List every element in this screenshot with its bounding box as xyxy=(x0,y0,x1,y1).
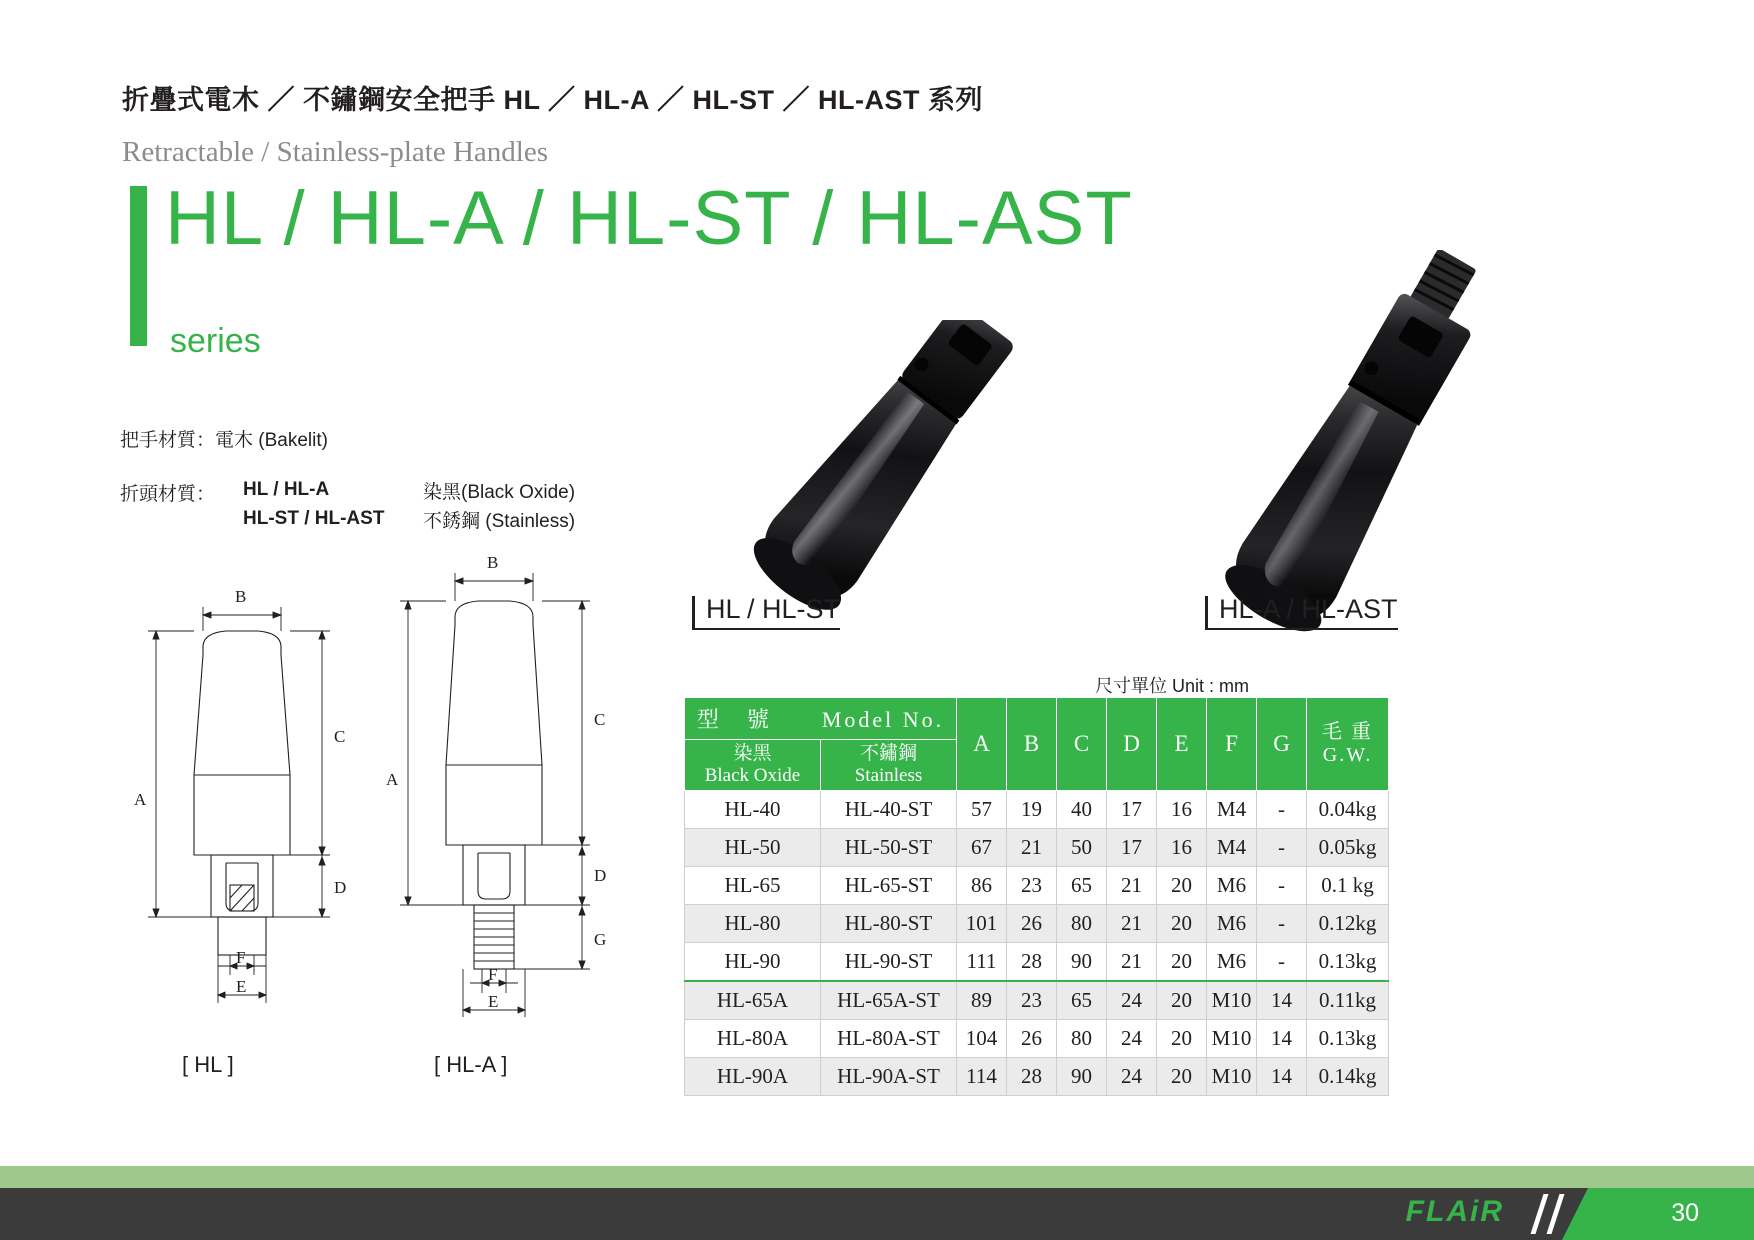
cell-b: 23 xyxy=(1007,981,1057,1020)
cell-d: 21 xyxy=(1107,942,1157,981)
page-title-chinese: 折疊式電木 ／ 不鏽鋼安全把手 HL ／ HL-A ／ HL-ST ／ HL-AST 系列 xyxy=(122,85,983,115)
cell-gw: 0.14kg xyxy=(1307,1057,1389,1095)
cell-b: 19 xyxy=(1007,790,1057,828)
cell-black: HL-80A xyxy=(685,1019,821,1057)
header-black-oxide xyxy=(685,740,821,791)
cell-e: 16 xyxy=(1157,790,1207,828)
cell-a: 57 xyxy=(957,790,1007,828)
cell-a: 67 xyxy=(957,828,1007,866)
cell-stainless: HL-80-ST xyxy=(821,904,957,942)
dim-label-e: E xyxy=(488,992,499,1011)
dim-label-f: F xyxy=(236,948,246,967)
product-photo-hl xyxy=(672,320,1192,685)
table-row xyxy=(685,866,1389,904)
footer-light-band xyxy=(0,1166,1754,1188)
cell-c: 80 xyxy=(1057,1019,1107,1057)
cell-black: HL-80 xyxy=(685,904,821,942)
cell-b: 26 xyxy=(1007,904,1057,942)
cell-f: M6 xyxy=(1207,866,1257,904)
page-number: 30 xyxy=(1671,1199,1699,1227)
cell-g: - xyxy=(1257,790,1307,828)
series-title: HL / HL-A / HL-ST / HL-AST xyxy=(165,176,1133,261)
table-row xyxy=(685,1057,1389,1095)
cell-f: M6 xyxy=(1207,904,1257,942)
header-black-oxide-en: Black Oxide xyxy=(704,764,801,786)
drawing-hl xyxy=(118,585,358,1050)
cell-b: 28 xyxy=(1007,942,1057,981)
table-row xyxy=(685,1019,1389,1057)
cell-g: - xyxy=(1257,866,1307,904)
cell-stainless: HL-90-ST xyxy=(821,942,957,981)
cell-b: 23 xyxy=(1007,866,1057,904)
table-row xyxy=(685,942,1389,981)
page-title-english: Retractable / Stainless-plate Handles xyxy=(122,136,548,168)
photo-label-hl: HL / HL-ST xyxy=(692,594,840,625)
table-row xyxy=(685,790,1389,828)
cell-gw: 0.05kg xyxy=(1307,828,1389,866)
cell-e: 20 xyxy=(1157,942,1207,981)
cell-b: 28 xyxy=(1007,1057,1057,1095)
dim-label-b: B xyxy=(235,587,247,606)
dim-label-a: A xyxy=(134,790,147,809)
cell-stainless: HL-90A-ST xyxy=(821,1057,957,1095)
cell-e: 20 xyxy=(1157,1019,1207,1057)
cell-stainless: HL-50-ST xyxy=(821,828,957,866)
header-col-f: F xyxy=(1207,698,1257,791)
header-model-no: 型 號 Model No. xyxy=(685,698,957,740)
dim-label-g: G xyxy=(594,930,607,949)
drawing-caption-hl-a: [ HL-A ] xyxy=(434,1052,508,1077)
header-gw-cn: 毛 重 xyxy=(1322,720,1373,743)
header-gw-en: G.W. xyxy=(1322,743,1373,766)
cell-a: 89 xyxy=(957,981,1007,1020)
cell-f: M10 xyxy=(1207,1057,1257,1095)
cell-g: 14 xyxy=(1257,981,1307,1020)
cell-c: 80 xyxy=(1057,904,1107,942)
head-material-models-2: HL-ST / HL-AST xyxy=(243,508,385,529)
cell-g: - xyxy=(1257,942,1307,981)
cell-black: HL-90A xyxy=(685,1057,821,1095)
dim-label-f: F xyxy=(488,965,498,984)
cell-g: - xyxy=(1257,904,1307,942)
cell-stainless: HL-80A-ST xyxy=(821,1019,957,1057)
cell-b: 21 xyxy=(1007,828,1057,866)
cell-gw: 0.04kg xyxy=(1307,790,1389,828)
dim-label-c: C xyxy=(594,710,606,729)
header-stainless-cn: 不鏽鋼 xyxy=(859,743,917,764)
header-black-oxide-cn: 染黑 xyxy=(733,743,772,764)
cell-gw: 0.1 kg xyxy=(1307,866,1389,904)
handle-material-note: 把手材質：電木 (Bakelit) xyxy=(120,430,328,451)
drawing-hl-a xyxy=(370,555,620,1050)
cell-b: 26 xyxy=(1007,1019,1057,1057)
spec-table xyxy=(684,697,1389,1096)
series-subtitle: series xyxy=(170,322,261,360)
dim-label-e: E xyxy=(236,977,247,996)
head-material-value-1: 染黑(Black Oxide) xyxy=(423,482,576,503)
cell-black: HL-65 xyxy=(685,866,821,904)
header-stainless xyxy=(821,740,957,791)
cell-f: M6 xyxy=(1207,942,1257,981)
header-col-c: C xyxy=(1057,698,1107,791)
title-accent-bar xyxy=(130,186,147,346)
cell-e: 20 xyxy=(1157,904,1207,942)
cell-black: HL-90 xyxy=(685,942,821,981)
cell-c: 65 xyxy=(1057,866,1107,904)
cell-d: 17 xyxy=(1107,790,1157,828)
header-stainless-en: Stainless xyxy=(854,764,923,786)
dim-label-d: D xyxy=(594,866,607,885)
cell-black: HL-40 xyxy=(685,790,821,828)
dim-label-b: B xyxy=(487,555,499,572)
cell-c: 65 xyxy=(1057,981,1107,1020)
cell-a: 111 xyxy=(957,942,1007,981)
head-material-label: 折頭材質： xyxy=(120,484,216,505)
head-material-value-2: 不銹鋼 (Stainless) xyxy=(423,511,576,532)
cell-a: 101 xyxy=(957,904,1007,942)
header-col-a: A xyxy=(957,698,1007,791)
cell-d: 24 xyxy=(1107,1057,1157,1095)
photo-label-hl-a: HL-A / HL-AST xyxy=(1205,594,1398,625)
cell-f: M10 xyxy=(1207,981,1257,1020)
header-col-g: G xyxy=(1257,698,1307,791)
cell-e: 16 xyxy=(1157,828,1207,866)
cell-g: 14 xyxy=(1257,1057,1307,1095)
cell-g: 14 xyxy=(1257,1019,1307,1057)
spec-table-head xyxy=(685,698,1389,791)
cell-black: HL-50 xyxy=(685,828,821,866)
table-header-row-1 xyxy=(685,698,1389,740)
table-row xyxy=(685,981,1389,1020)
cell-a: 86 xyxy=(957,866,1007,904)
cell-g: - xyxy=(1257,828,1307,866)
cell-stainless: HL-65A-ST xyxy=(821,981,957,1020)
cell-e: 20 xyxy=(1157,1057,1207,1095)
cell-d: 17 xyxy=(1107,828,1157,866)
cell-c: 90 xyxy=(1057,942,1107,981)
spec-table-body xyxy=(685,790,1389,1095)
head-material-models-1: HL / HL-A xyxy=(243,479,330,500)
cell-gw: 0.12kg xyxy=(1307,904,1389,942)
cell-d: 21 xyxy=(1107,866,1157,904)
header-col-b: B xyxy=(1007,698,1057,791)
cell-a: 104 xyxy=(957,1019,1007,1057)
cell-f: M4 xyxy=(1207,828,1257,866)
cell-black: HL-65A xyxy=(685,981,821,1020)
cell-stainless: HL-40-ST xyxy=(821,790,957,828)
cell-e: 20 xyxy=(1157,866,1207,904)
cell-d: 21 xyxy=(1107,904,1157,942)
drawing-caption-hl: [ HL ] xyxy=(182,1052,234,1077)
header-col-d: D xyxy=(1107,698,1157,791)
dim-label-c: C xyxy=(334,727,346,746)
header-col-e: E xyxy=(1157,698,1207,791)
header-gross-weight xyxy=(1307,698,1389,791)
cell-a: 114 xyxy=(957,1057,1007,1095)
brand-logo: FLAiR xyxy=(1405,1195,1504,1228)
cell-d: 24 xyxy=(1107,1019,1157,1057)
dim-label-a: A xyxy=(386,770,399,789)
cell-e: 20 xyxy=(1157,981,1207,1020)
cell-gw: 0.11kg xyxy=(1307,981,1389,1020)
cell-gw: 0.13kg xyxy=(1307,1019,1389,1057)
dim-label-d: D xyxy=(334,878,347,897)
cell-gw: 0.13kg xyxy=(1307,942,1389,981)
unit-note: 尺寸單位 Unit : mm xyxy=(1094,676,1249,696)
cell-d: 24 xyxy=(1107,981,1157,1020)
table-row xyxy=(685,828,1389,866)
cell-f: M10 xyxy=(1207,1019,1257,1057)
cell-stainless: HL-65-ST xyxy=(821,866,957,904)
cell-c: 40 xyxy=(1057,790,1107,828)
cell-c: 50 xyxy=(1057,828,1107,866)
table-row xyxy=(685,904,1389,942)
cell-f: M4 xyxy=(1207,790,1257,828)
cell-c: 90 xyxy=(1057,1057,1107,1095)
